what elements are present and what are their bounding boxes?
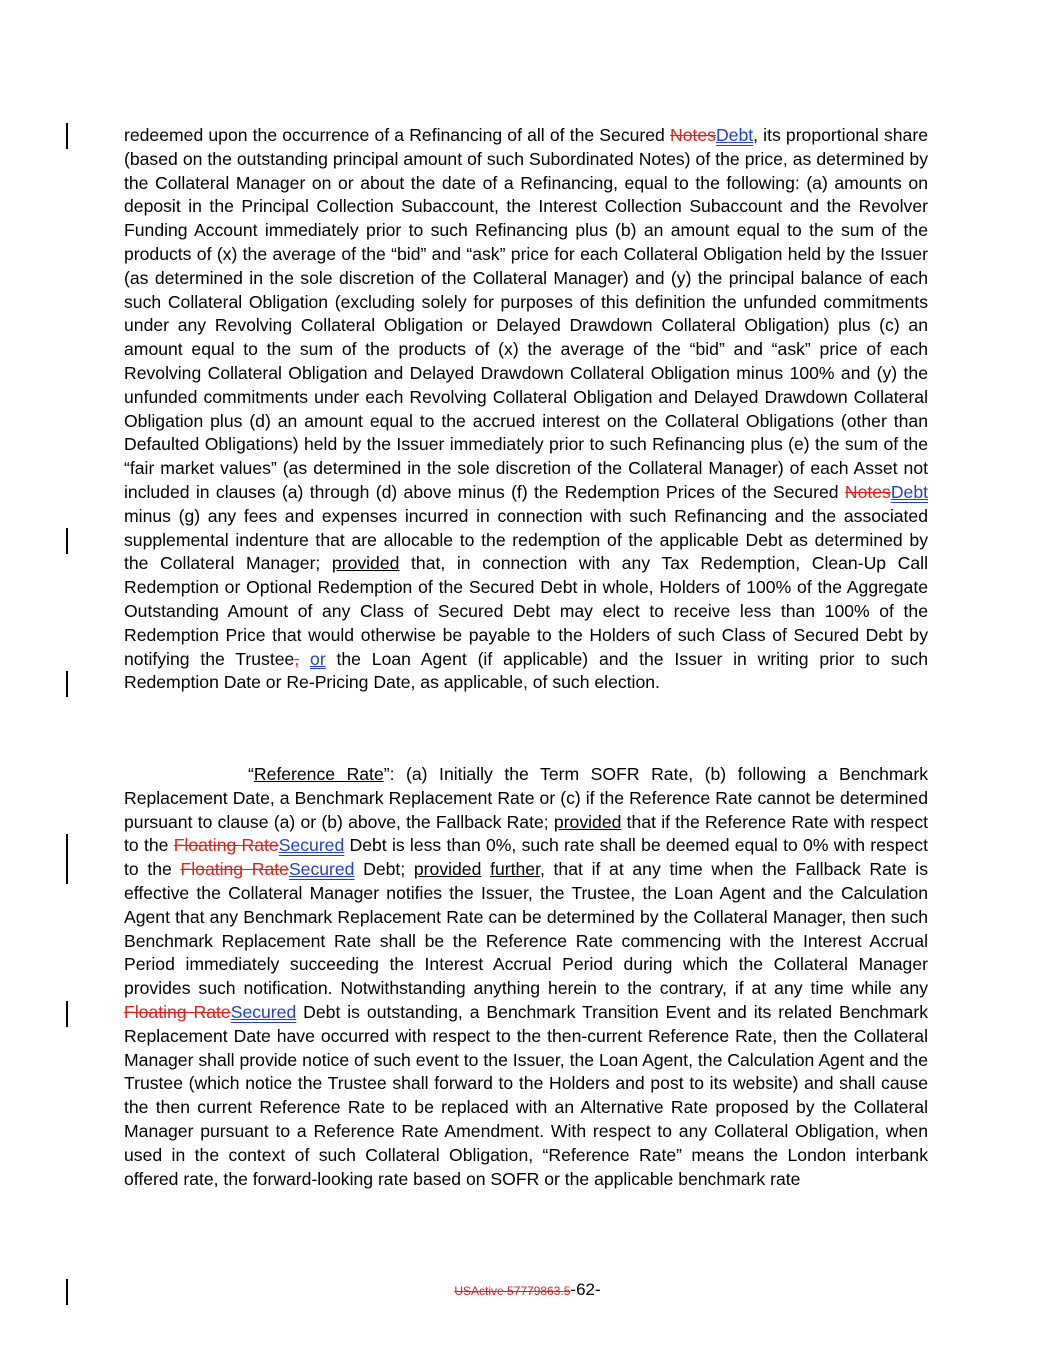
underlined-term: provided xyxy=(413,859,482,880)
deleted-text: Floating Rate xyxy=(173,835,279,856)
text-run: “ xyxy=(248,764,254,784)
text-run: , that if at any time when the Fallback Rate is effective the Collateral Manager notifies the Issuer, the Trustee, the Loan Agent and the Calculation Agent that any Benchmark Replacement Rate can be determined by the Collateral Manager, then such Benchmark Replacement Rate shall be the Reference Rate commencing with the Interest Accrual Period immediately succeeding the Interest Accrual Period during which the Collateral Manager provides such notification. Notwithstanding anything herein to the contrary, if at any time while any xyxy=(124,859,928,999)
text-run xyxy=(299,649,310,669)
text-run: , its proportional share (based on the outstanding principal amount of such Subordinated Notes) of the price, as determined by the Collateral Manager on or about the date of a Refinancing, equal to the following: (a) amounts on deposit in the Principal Collection Subaccount, the Interest Collection Subaccount and the Revolver Funding Account immediately prior to such Refinancing plus (b) an amount equal to the sum of the products of (x) the average of the “bid” and “ask” price for each Collateral Obligation held by the Issuer (as determined in the sole discretion of the Collateral Manager) and (y) the principal balance of each such Collateral Obligation (excluding solely for purposes of this definition the unfunded commitments under any Revolving Collateral Obligation or Delayed Drawdown Collateral Obligation) plus (c) an amount equal to the sum of the products of (x) the average of the “bid” and “ask” price of each Revolving Collateral Obligation and Delayed Drawdown Collateral Obligation minus 100% and (y) the unfunded commitments under each Revolving Collateral Obligation and Delayed Drawdown Collateral Obligation plus (d) an amount equal to the accrued interest on the Collateral Obligations (other than Defaulted Obligations) held by the Issuer immediately prior to such Refinancing plus (e) the sum of the “fair market values” (as determined in the sole discretion of the Collateral Manager) of each Asset not included in clauses (a) through (d) above minus (f) the Redemption Prices of the Secured xyxy=(124,125,928,502)
inserted-text: Secured xyxy=(278,835,345,856)
inserted-text: Debt xyxy=(715,125,754,145)
inserted-text: or xyxy=(310,648,326,669)
underlined-term: provided xyxy=(331,553,400,574)
defined-term: Reference Rate xyxy=(253,764,384,784)
text-run: that if the Reference Rate with respect to the xyxy=(124,811,929,856)
page-footer xyxy=(0,1280,1055,1300)
paragraph-redemption-price xyxy=(124,124,928,695)
paragraph-reference-rate xyxy=(124,763,928,1191)
underlined-term: provided xyxy=(553,811,622,832)
text-run xyxy=(481,859,490,879)
inserted-text: Secured xyxy=(288,859,355,880)
text-run: the Loan Agent (if applicable) and the Issuer in writing prior to such Redemption Date or Re-Pricing Date, as applicable, of such election. xyxy=(124,648,928,693)
text-run: Debt is outstanding, a Benchmark Transition Event and its related Benchmark Replacement Date have occurred with respect to the then-current Reference Rate, then the Collateral Manager shall provide notice of such event to the Issuer, the Loan Agent, the Calculation Agent and the Trustee (which notice the Trustee shall forward to the Holders and post to its website) and shall cause the then current Reference Rate to be replaced with an Alternative Rate proposed by the Collateral Manager pursuant to a Reference Rate Amendment. With respect to any Collateral Obligation, when used in the context of such Collateral Obligation, “Reference Rate” means the London interbank offered rate, the forward-looking rate based on SOFR or the applicable benchmark rate xyxy=(124,1001,928,1189)
text-run: ”: (a) Initially the Term SOFR Rate, (b) following a Benchmark Replacement Date, a Benchmark Replacement Rate or (c) if the Reference Rate cannot be determined pursuant to clause (a) or (b) above, the Fallback Rate; xyxy=(124,764,928,832)
text-run: that, in connection with any Tax Redemption, Clean-Up Call Redemption or Optional Redemption of the Secured Debt in whole, Holders of 100% of the Aggregate Outstanding Amount of any Class of Secured Debt may elect to receive less than 100% of the Redemption Price that would otherwise be payable to the Holders of such Class of Secured Debt by notifying the Trustee xyxy=(124,553,928,669)
text-run: Debt; xyxy=(354,859,414,880)
deleted-text: Notes xyxy=(844,481,891,502)
text-run: redeemed upon the occurrence of a Refinancing of all of the Secured xyxy=(124,125,670,145)
inserted-text: Secured xyxy=(230,1001,297,1022)
inserted-text: Debt xyxy=(890,481,928,502)
deleted-text: Floating Rate xyxy=(124,1001,231,1022)
change-bar xyxy=(66,1001,68,1027)
underlined-term: further xyxy=(490,859,540,880)
deleted-text: , xyxy=(294,648,300,669)
deleted-text: Floating Rate xyxy=(180,859,289,880)
change-bar xyxy=(66,834,68,884)
text-run: minus (g) any fees and expenses incurred in connection with such Refinancing and the associated supplemental indenture that are allocable to the redemption of the applicable Debt as determined by the Collateral Manager; xyxy=(124,505,928,574)
change-bar xyxy=(66,123,68,149)
text-run: Debt is less than 0%, such rate shall be deemed equal to 0% with respect to the xyxy=(124,835,928,880)
page-number: -62- xyxy=(570,1280,601,1299)
document-id: USActive 57779863.5 xyxy=(454,1284,571,1298)
change-bar xyxy=(66,528,68,554)
change-bar xyxy=(66,671,68,697)
deleted-text: Notes xyxy=(669,125,716,145)
